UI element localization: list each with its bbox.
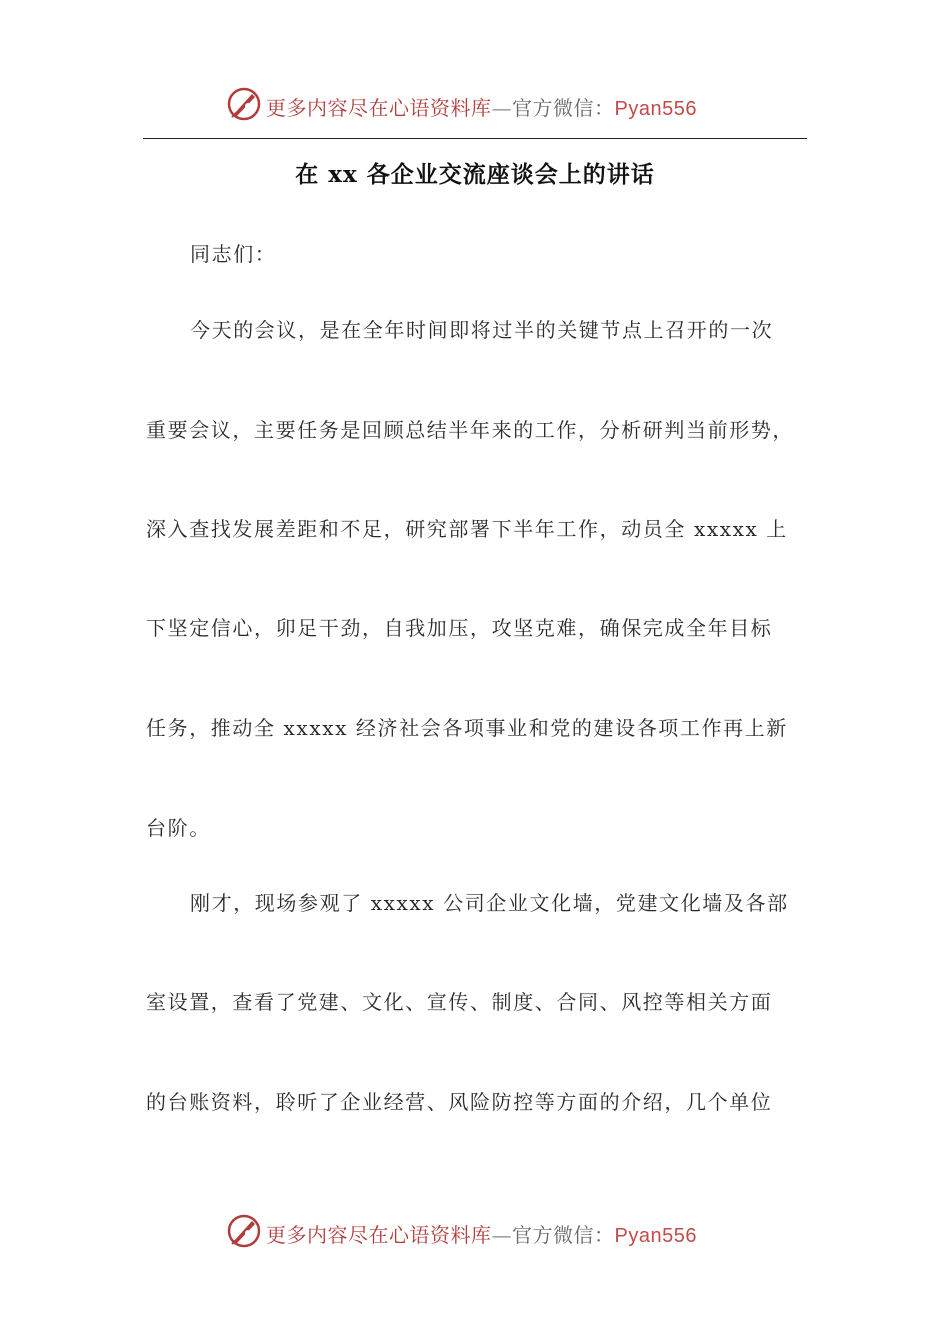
paragraph-line: 深入查找发展差距和不足，研究部署下半年工作，动员全 xxxxx 上 — [146, 517, 788, 541]
paragraph-line: 下坚定信心，卯足干劲，自我加压，攻坚克难，确保完成全年目标 — [146, 616, 773, 640]
banner-text — [266, 92, 697, 121]
banner-brand: 更多内容尽在心语资料库 — [266, 96, 492, 120]
paragraph-line: 任务，推动全 xxxxx 经济社会各项事业和党的建设各项工作再上新 — [146, 716, 788, 740]
banner-separator: — — [491, 96, 512, 120]
paragraph-line: 室设置，查看了党建、文化、宣传、制度、合同、风控等相关方面 — [146, 990, 773, 1014]
banner-handle: Pyan556 — [614, 98, 697, 120]
banner-handle: Pyan556 — [614, 1225, 697, 1247]
banner-label: 官方微信： — [512, 96, 615, 120]
quill-logo-icon — [226, 1213, 262, 1249]
quill-logo-icon — [226, 86, 262, 122]
banner-text — [266, 1219, 697, 1248]
banner-label: 官方微信： — [512, 1223, 615, 1247]
header-divider — [143, 138, 807, 139]
paragraph-line: 重要会议，主要任务是回顾总结半年来的工作，分析研判当前形势， — [146, 418, 794, 442]
footer-banner — [0, 1213, 950, 1257]
salutation: 同志们： — [190, 242, 277, 266]
document-title: 在 xx 各企业交流座谈会上的讲话 — [295, 161, 655, 188]
header-banner — [0, 86, 950, 130]
paragraph-line: 刚才，现场参观了 xxxxx 公司企业文化墙，党建文化墙及各部 — [190, 891, 789, 915]
paragraph-line: 今天的会议，是在全年时间即将过半的关键节点上召开的一次 — [190, 318, 774, 342]
paragraph-line: 的台账资料，聆听了企业经营、风险防控等方面的介绍，几个单位 — [146, 1090, 773, 1114]
paragraph-line: 台阶。 — [146, 816, 211, 840]
banner-brand: 更多内容尽在心语资料库 — [266, 1223, 492, 1247]
banner-separator: — — [491, 1223, 512, 1247]
